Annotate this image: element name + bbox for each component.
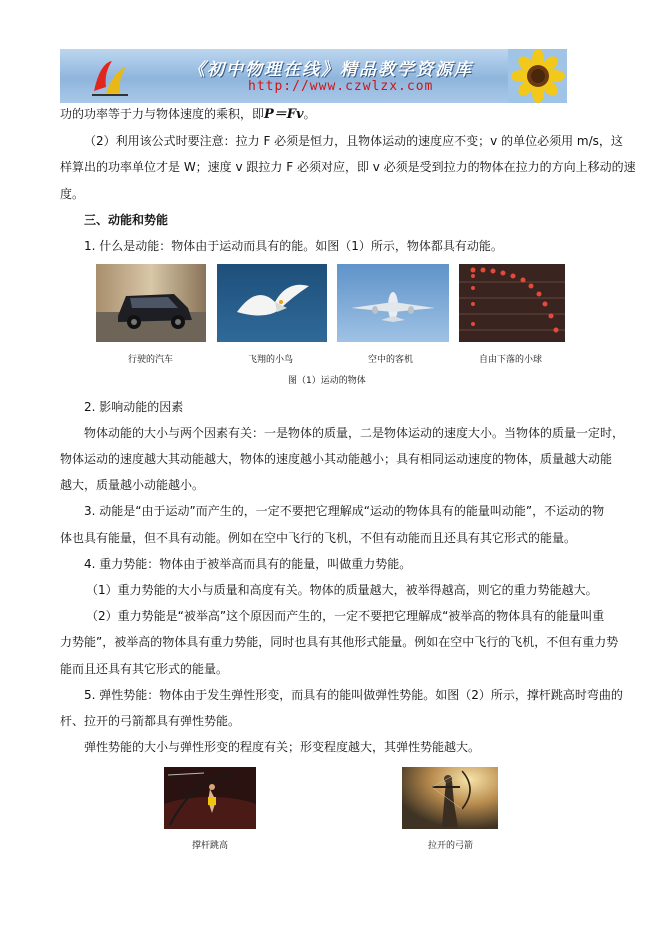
text-line: 能而且还具有其它形式的能量。 [60, 662, 229, 676]
text-line: 样算出的功率单位才是 W；速度 v 跟拉力 F 必须对应，即 v 必须是受到拉力的物体在拉力的方向上移动的速 [60, 160, 636, 174]
text-line: 度。 [60, 187, 85, 201]
text-line: 力势能”，被举高的物体具有重力势能，同时也具有其他形式能量。例如在空中飞行的飞机，不但有重力势 [60, 635, 619, 649]
text-line: 物体运动的速度越大其动能越大，物体的速度越小其动能越小；具有相同运动速度的物体，质量越大动能 [60, 452, 613, 466]
text-line: 3. 动能是“由于运动”而产生的，一定不要把它理解成“运动的物体具有的能量叫动能”，不运动的物 [84, 504, 605, 518]
text-line [60, 106, 316, 123]
photo-pole-vault [164, 767, 256, 829]
figure1-caption: 空中的客机 [368, 355, 414, 365]
banner-url: http://www.czwlzx.com [248, 79, 434, 94]
photo-car [96, 264, 206, 342]
power-formula: P＝Fv [264, 107, 304, 122]
text-line: 1. 什么是动能：物体由于运动而具有的能。如图（1）所示，物体都具有动能。 [84, 239, 503, 253]
text-line: 越大，质量越小动能越小。 [60, 478, 205, 492]
figure1-caption: 行驶的汽车 [128, 355, 174, 365]
text-line: 4. 重力势能：物体由于被举高而具有的能量，叫做重力势能。 [84, 557, 412, 571]
site-logo-icon [90, 57, 130, 97]
text-line: 5. 弹性势能：物体由于发生弹性形变，而具有的能叫做弹性势能。如图（2）所示，撑杆跳高时弯曲的 [84, 688, 623, 702]
header-banner [60, 49, 567, 103]
text-line: （1）重力势能的大小与质量和高度有关。物体的质量越大，被举得越高，则它的重力势能越大。 [86, 583, 598, 597]
figure1-title: 图（1）运动的物体 [288, 376, 366, 386]
text-line: （2）利用该公式时要注意：拉力 F 必须是恒力，且物体运动的速度应不变；v 的单位必须用 m/s，这 [84, 134, 623, 148]
figure1-caption: 飞翔的小鸟 [248, 355, 294, 365]
text-line: 物体动能的大小与两个因素有关：一是物体的质量，二是物体运动的速度大小。当物体的质量一定时， [84, 426, 625, 440]
banner-title: 《初中物理在线》精品教学资源库 [188, 60, 473, 80]
text-line: 体也具有能量，但不具有动能。例如在空中飞行的飞机，不但有动能而且还具有其它形式的能量。 [60, 531, 577, 545]
photo-falling-ball [459, 264, 565, 342]
text-line: 2. 影响动能的因素 [84, 400, 184, 414]
text-line: （2）重力势能是“被举高”这个原因而产生的，一定不要把它理解成“被举高的物体具有的能量叫重 [86, 609, 605, 623]
photo-bow-and-arrow [402, 767, 498, 829]
figure2-caption: 撑杆跳高 [192, 841, 229, 851]
section-heading: 三、动能和势能 [84, 213, 169, 227]
text-line: 杆、拉开的弓箭都具有弹性势能。 [60, 714, 241, 728]
photo-bird [217, 264, 327, 342]
text-segment: 功的功率等于力与物体速度的乘积，即 [60, 107, 265, 121]
text-line: 弹性势能的大小与弹性形变的程度有关；形变程度越大，其弹性势能越大。 [84, 740, 481, 754]
figure2-caption: 拉开的弓箭 [428, 841, 474, 851]
photo-airplane [337, 264, 449, 342]
sunflower-icon [508, 49, 567, 103]
figure1-caption: 自由下落的小球 [479, 355, 543, 365]
text-segment: 。 [303, 107, 316, 121]
